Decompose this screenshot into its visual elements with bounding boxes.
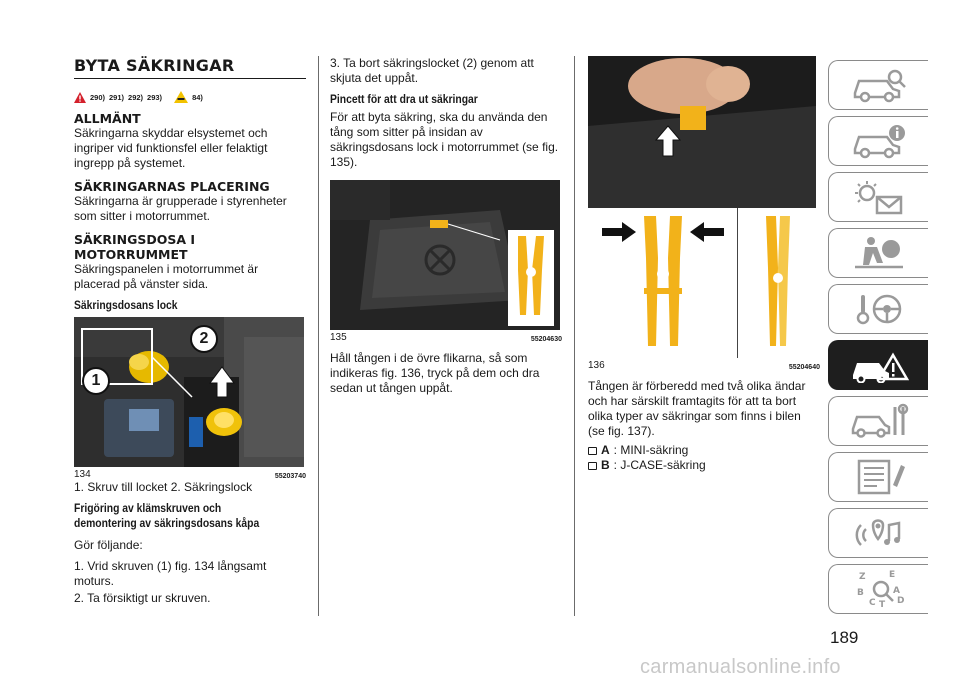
legend-text: : J-CASE-säkring (613, 458, 706, 472)
paragraph-general: Säkringarna skyddar elsystemet och ingriper vid funktionsfel eller felaktigt ingrepp på systemet. (74, 126, 268, 170)
steering-wheel-key-icon (849, 291, 909, 327)
side-tab-car-search[interactable] (828, 60, 928, 110)
figure-code: 55204630 (530, 336, 562, 343)
warning-ref[interactable]: 291) (109, 92, 125, 102)
figure-134-caption-row (74, 469, 306, 480)
figure-135-photo (330, 180, 560, 330)
legend-bullet-icon (588, 447, 597, 455)
column-divider (318, 56, 319, 616)
legend-key: B (601, 458, 610, 472)
car-info-icon (849, 123, 909, 159)
side-tab-emergency[interactable] (828, 340, 928, 390)
svg-text:C: C (868, 598, 876, 608)
warning-triangle-red-icon (74, 92, 86, 103)
hand-pliers-illustration (588, 56, 816, 208)
paragraph-ends: Tången är förberedd med två olika ändar och har särskilt framtagits för att ta bort olika typer av säkringar som finns i bilen (se fig. 137). (588, 379, 806, 438)
figure-code: 55203740 (274, 473, 306, 480)
alphabetical-index-icon (849, 569, 909, 609)
column-3 (588, 56, 820, 473)
subheading-cover: Säkringsdosans lock (74, 300, 178, 312)
svg-text:B: B (856, 588, 864, 598)
subheading-release: Frigöring av klämskruven och demontering av säkringsdosans kåpa (74, 503, 260, 530)
caution-triangle-icon (174, 91, 188, 103)
warning-ref[interactable]: 293) (147, 92, 163, 102)
callout-1: 1 (82, 367, 110, 395)
subheading-pliers: Pincett för att dra ut säkringar (330, 94, 478, 106)
side-tab-starting-driving[interactable] (828, 284, 928, 334)
warning-ref[interactable]: 290) (90, 92, 106, 102)
legend-bullet-icon (588, 462, 597, 470)
figure-134-photo (74, 317, 304, 467)
svg-text:E: E (888, 570, 895, 580)
specifications-sheet-icon (849, 459, 909, 495)
paragraph-location: Säkringarna är grupperade i styrenheter som sitter i motorrummet. (74, 194, 287, 223)
figure-code: 55204640 (788, 364, 820, 371)
airbag-person-icon (849, 235, 909, 271)
car-tools-icon (849, 403, 909, 439)
car-emergency-icon (849, 347, 909, 383)
warning-ref[interactable]: 292) (128, 92, 144, 102)
pliers-squeeze-illustration (588, 208, 738, 358)
step-3: 3. Ta bort säkringslocket (2) genom att skjuta det uppåt. (330, 56, 534, 85)
section-heading-fusebox: SÄKRINGSDOSA I MOTORRUMMET (74, 232, 196, 262)
svg-text:T: T (878, 600, 885, 609)
svg-text:Z: Z (858, 572, 866, 582)
section-heading-general: ALLMÄNT (74, 111, 141, 126)
paragraph-pliers: För att byta säkring, ska du använda den tång som sitter på insidan av säkringsdosans lock i motorrummet (se fig. 135). (330, 110, 559, 169)
car-search-icon (849, 67, 909, 103)
side-tab-safety[interactable] (828, 228, 928, 278)
pliers-side-diagram (738, 208, 816, 358)
legend-item-a (588, 443, 820, 458)
watermark: carmanualsonline.info (640, 656, 841, 678)
step-1: 1. Vrid skruven (1) fig. 134 långsamt moturs. (74, 559, 267, 588)
figure-number: 135 (330, 332, 347, 343)
figure-number: 136 (588, 360, 605, 371)
callout-2: 2 (190, 325, 218, 353)
figure-134-caption: 1. Skruv till locket 2. Säkringslock (74, 480, 253, 494)
figure-136-diagram (588, 208, 816, 358)
figure-135-caption-row (330, 332, 562, 343)
column-divider (574, 56, 575, 616)
side-tab-warning-lights[interactable] (828, 172, 928, 222)
caution-ref[interactable]: 84) (192, 92, 203, 102)
pliers-side-illustration (738, 208, 816, 358)
page-number: 189 (830, 628, 859, 647)
page-title: BYTA SÄKRINGAR (74, 56, 306, 79)
figure-number: 134 (74, 469, 91, 480)
side-tab-specifications[interactable] (828, 452, 928, 502)
column-2 (330, 56, 562, 396)
warning-light-message-icon (849, 179, 909, 215)
warning-references (74, 91, 306, 103)
pliers-squeeze-diagram (588, 208, 738, 358)
paragraph-fusebox: Säkringspanelen i motorrummet är placerad på vänster sida. (74, 262, 259, 291)
side-tab-servicing[interactable] (828, 396, 928, 446)
svg-text:A: A (892, 586, 900, 596)
paragraph-hold: Håll tången i de övre flikarna, så som indikeras fig. 136, tryck på dem och dra sedan ut tången uppåt. (330, 351, 540, 395)
legend-key: A (601, 443, 610, 457)
side-tab-car-info[interactable] (828, 116, 928, 166)
fusebox-cover-illustration (330, 180, 560, 330)
step-2: 2. Ta försiktigt ur skruven. (74, 591, 211, 605)
side-tab-multimedia[interactable] (828, 508, 928, 558)
svg-text:D: D (896, 596, 904, 606)
paragraph-do: Gör följande: (74, 538, 143, 552)
column-1 (74, 56, 306, 606)
side-tab-index[interactable] (828, 564, 928, 614)
section-heading-location: SÄKRINGARNAS PLACERING (74, 179, 270, 194)
legend-item-b (588, 458, 820, 473)
figure-136-photo (588, 56, 816, 208)
engine-bay-illustration (74, 317, 304, 467)
figure-136-caption-row (588, 360, 820, 371)
legend-list (588, 443, 820, 473)
legend-text: : MINI-säkring (613, 443, 689, 457)
multimedia-icon (849, 515, 909, 551)
